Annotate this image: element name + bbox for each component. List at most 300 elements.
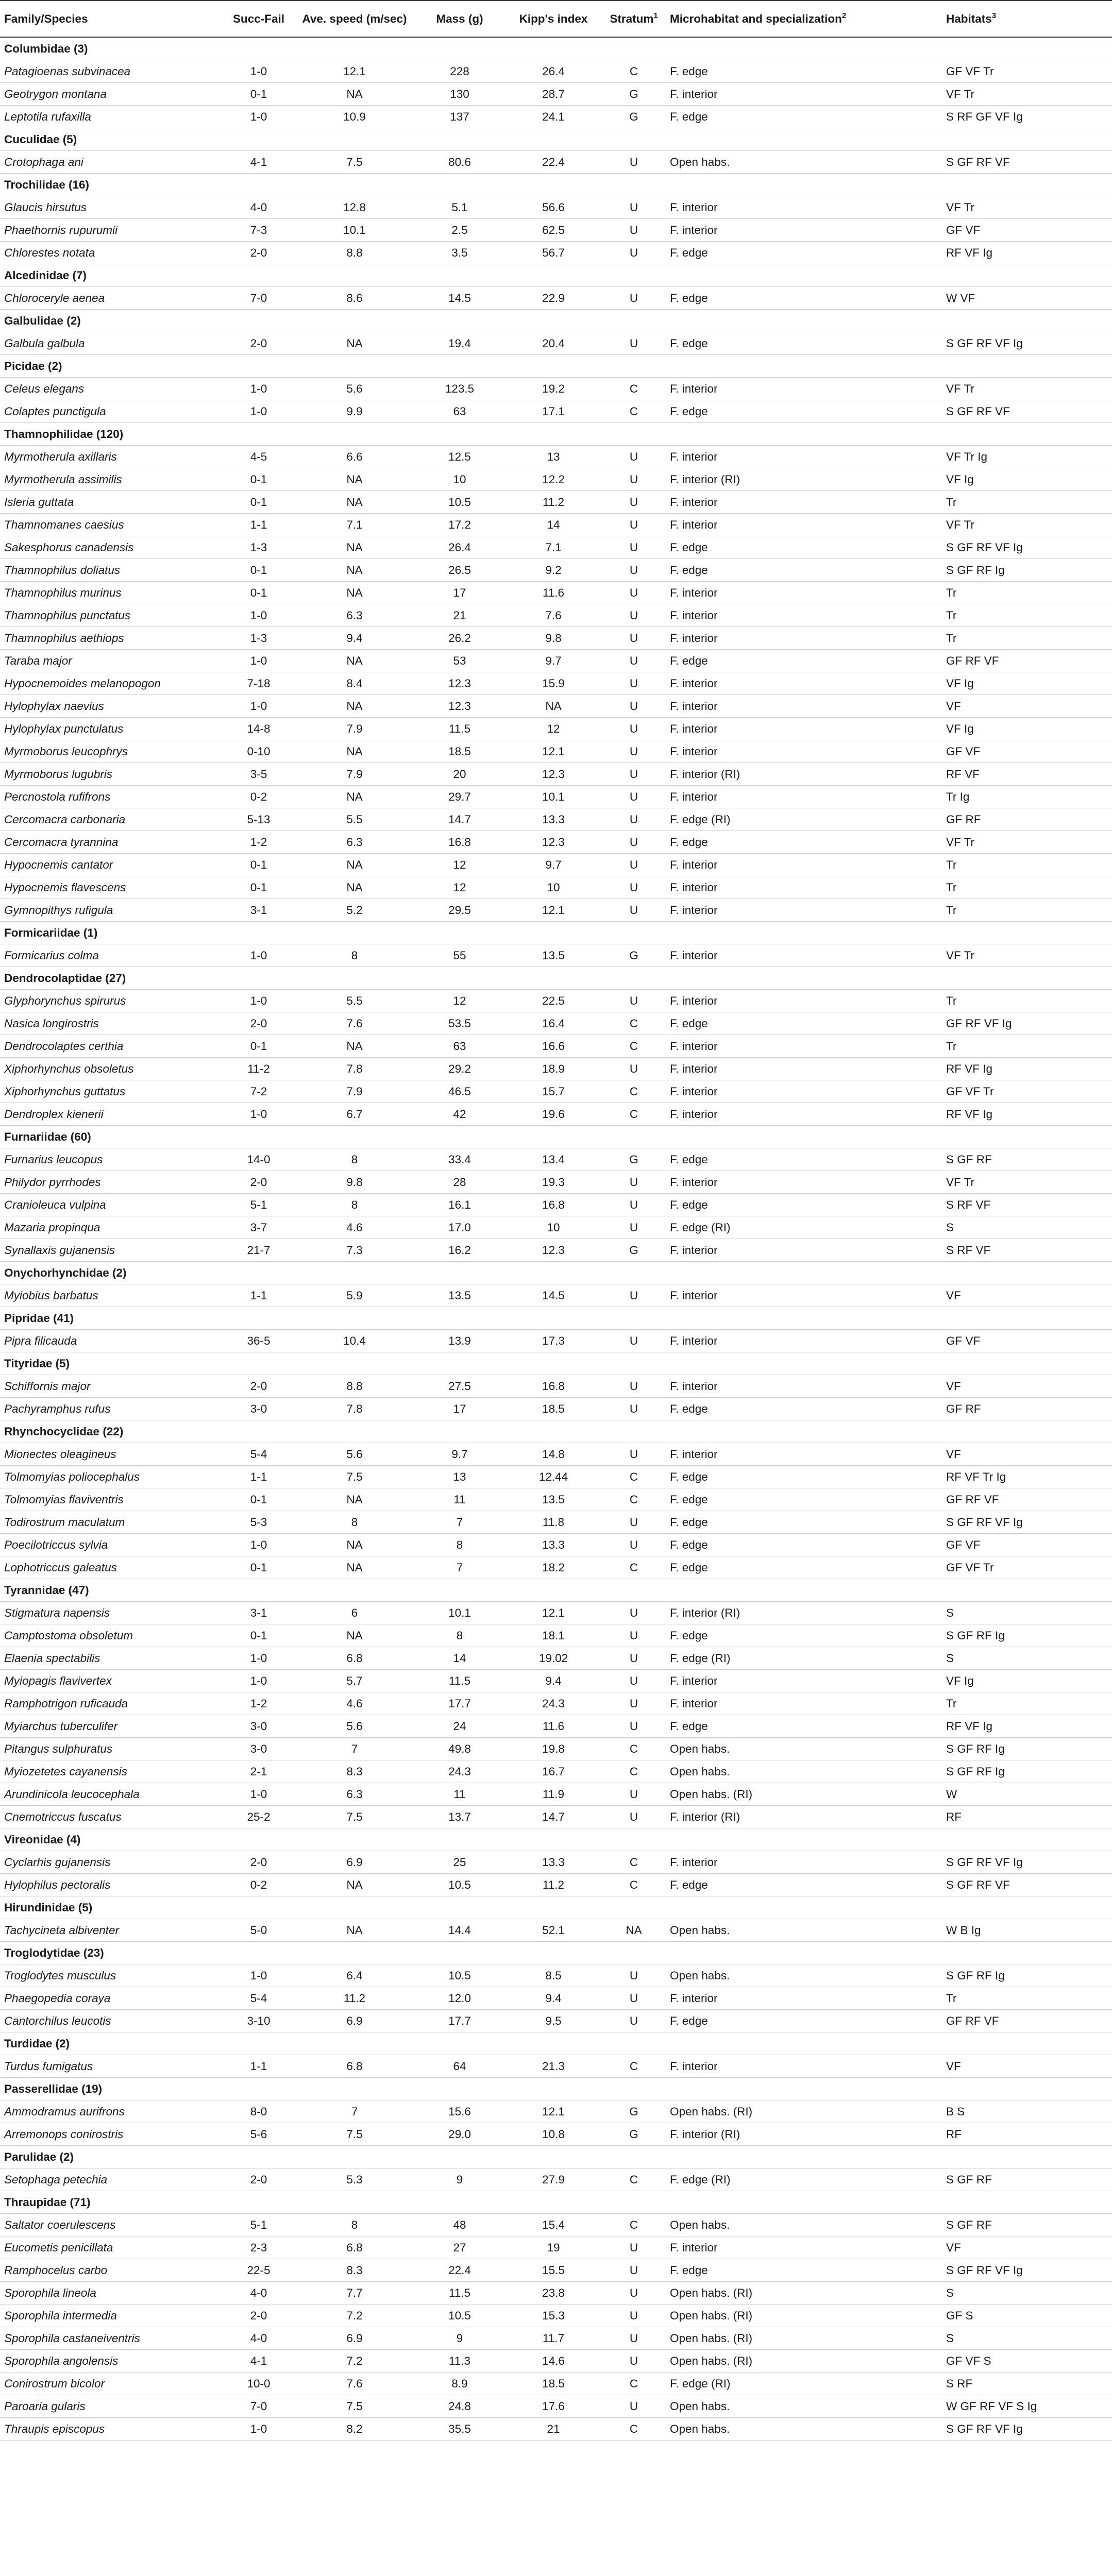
microhabitat-cell: F. interior <box>670 2060 718 2073</box>
microhabitat-cell: F. edge (RI) <box>670 2377 731 2390</box>
species-name: Hypocnemis cantator <box>4 858 113 871</box>
microhabitat-cell: Open habs. (RI) <box>670 2309 753 2322</box>
speed-cell: 6.8 <box>346 1652 363 1665</box>
succ-fail-cell: 2-1 <box>250 1765 267 1778</box>
kipp-cell: 23.8 <box>542 2286 565 2299</box>
habitats-cell: S GF RF VF Ig <box>946 2264 1023 2277</box>
mass-cell: 8.9 <box>451 2377 468 2390</box>
speed-cell: 6.9 <box>346 2332 363 2345</box>
habitats-cell: S GF RF VF <box>946 1878 1010 1891</box>
kipp-cell: 9.5 <box>545 2014 562 2027</box>
kipp-cell: 12.44 <box>538 1470 568 1483</box>
family-row <box>0 1262 1112 1284</box>
stratum-cell: U <box>629 2332 638 2345</box>
species-name: Hylophylax naevius <box>4 700 104 713</box>
family-name: Thraupidae (71) <box>4 2196 91 2209</box>
mass-cell: 24.3 <box>448 1765 471 1778</box>
speed-cell: NA <box>346 1493 363 1506</box>
habitats-cell: S GF RF Ig <box>946 564 1005 577</box>
mass-cell: 11.5 <box>448 1674 471 1687</box>
habitats-cell: S <box>946 2332 954 2345</box>
succ-fail-cell: 2-0 <box>250 1017 267 1030</box>
species-row <box>0 1375 1112 1398</box>
mass-cell: 16.8 <box>448 836 471 849</box>
microhabitat-cell: F. interior <box>670 609 718 622</box>
species-name: Glyphorynchus spirurus <box>4 994 126 1007</box>
succ-fail-cell: 1-0 <box>250 654 267 667</box>
stratum-cell: C <box>629 2422 638 2435</box>
succ-fail-cell: 7-18 <box>247 677 271 690</box>
mass-cell: 130 <box>450 88 469 100</box>
microhabitat-cell: F. interior <box>670 904 718 917</box>
kipp-cell: 12.1 <box>542 904 565 917</box>
kipp-cell: 24.3 <box>542 1697 565 1710</box>
speed-cell: NA <box>346 586 363 599</box>
species-row <box>0 219 1112 242</box>
species-row <box>0 718 1112 740</box>
stratum-cell: C <box>629 65 638 78</box>
species-name: Thamnophilus punctatus <box>4 609 131 622</box>
habitats-cell: RF VF Tr Ig <box>946 1470 1006 1483</box>
species-name: Colaptes punctigula <box>4 405 106 418</box>
stratum-cell: C <box>629 1085 638 1098</box>
speed-cell: 7 <box>351 2105 358 2118</box>
header-family: Family/Species <box>0 1 223 37</box>
kipp-cell: 17.1 <box>542 405 565 418</box>
succ-fail-cell: 0-1 <box>250 88 267 100</box>
succ-fail-cell: 5-4 <box>250 1448 267 1461</box>
speed-cell: 8.2 <box>346 2422 363 2435</box>
species-name: Geotrygon montana <box>4 88 107 100</box>
stratum-cell: U <box>629 292 638 304</box>
species-name: Crotophaga ani <box>4 156 83 168</box>
habitats-cell: S GF RF VF <box>946 156 1010 168</box>
succ-fail-cell: 0-2 <box>250 1878 267 1891</box>
kipp-cell: 15.7 <box>542 1085 565 1098</box>
kipp-cell: 24.1 <box>542 110 565 123</box>
kipp-cell: 19.3 <box>542 1176 565 1189</box>
habitats-cell: VF Tr <box>946 382 974 395</box>
kipp-cell: 21.3 <box>542 2060 565 2073</box>
speed-cell: 8.8 <box>346 246 363 259</box>
mass-cell: 20 <box>453 768 466 781</box>
mass-cell: 16.1 <box>448 1198 471 1211</box>
mass-cell: 27 <box>453 2241 466 2254</box>
species-name: Elaenia spectabilis <box>4 1652 100 1665</box>
species-name: Arundinicola leucocephala <box>4 1788 140 1801</box>
microhabitat-cell: F. edge <box>670 1878 708 1891</box>
mass-cell: 11 <box>453 1493 466 1506</box>
succ-fail-cell: 2-0 <box>250 2173 267 2186</box>
species-name: Turdus fumigatus <box>4 2060 93 2073</box>
stratum-cell: U <box>629 2354 638 2367</box>
microhabitat-cell: F. edge (RI) <box>670 813 731 826</box>
stratum-cell: U <box>629 2400 638 2413</box>
kipp-cell: 19 <box>547 2241 560 2254</box>
species-name: Phaethornis rupurumii <box>4 224 118 236</box>
kipp-cell: 19.02 <box>538 1652 568 1665</box>
mass-cell: 123.5 <box>445 382 475 395</box>
speed-cell: 5.5 <box>346 994 363 1007</box>
species-row <box>0 536 1112 559</box>
succ-fail-cell: 1-0 <box>250 994 267 1007</box>
speed-cell: 7.9 <box>346 722 363 735</box>
table-body <box>0 37 1112 2441</box>
stratum-cell: U <box>629 541 638 554</box>
speed-cell: 6.4 <box>346 1969 363 1982</box>
speed-cell: 9.8 <box>346 1176 363 1189</box>
header-mass: Mass (g) <box>414 1 505 37</box>
microhabitat-cell: F. edge <box>670 246 708 259</box>
microhabitat-cell: F. interior <box>670 949 718 962</box>
microhabitat-cell: F. edge <box>670 1402 708 1415</box>
kipp-cell: 22.4 <box>542 156 565 168</box>
microhabitat-cell: F. interior <box>670 722 718 735</box>
speed-cell: 8.4 <box>346 677 363 690</box>
kipp-cell: 12.3 <box>542 768 565 781</box>
microhabitat-cell: F. interior <box>670 1289 718 1302</box>
species-row <box>0 196 1112 219</box>
stratum-cell: C <box>629 2173 638 2186</box>
kipp-cell: 12.3 <box>542 1244 565 1257</box>
succ-fail-cell: 1-0 <box>250 2422 267 2435</box>
speed-cell: 6.7 <box>346 1108 363 1121</box>
stratum-cell: C <box>629 1470 638 1483</box>
habitats-cell: S <box>946 1221 954 1234</box>
species-name: Dendrocolaptes certhia <box>4 1040 124 1053</box>
habitats-cell: S RF <box>946 2377 973 2390</box>
microhabitat-cell: F. interior <box>670 224 718 236</box>
kipp-cell: 10 <box>547 1221 560 1234</box>
speed-cell: 5.9 <box>346 1289 363 1302</box>
kipp-cell: 12.3 <box>542 836 565 849</box>
species-row <box>0 1194 1112 1216</box>
succ-fail-cell: 0-1 <box>250 1493 267 1506</box>
mass-cell: 29.2 <box>448 1062 471 1075</box>
habitats-cell: GF RF VF Ig <box>946 1017 1012 1030</box>
microhabitat-cell: Open habs. <box>670 2422 730 2435</box>
header-row <box>0 1 1112 37</box>
stratum-cell: U <box>629 994 638 1007</box>
stratum-cell: U <box>629 496 638 509</box>
speed-cell: NA <box>346 654 363 667</box>
habitats-cell: Tr <box>946 881 957 894</box>
succ-fail-cell: 1-1 <box>250 1470 267 1483</box>
family-row <box>0 922 1112 944</box>
family-name: Formicariidae (1) <box>4 926 98 939</box>
speed-cell: 6.9 <box>346 1856 363 1869</box>
species-row <box>0 876 1112 899</box>
species-row <box>0 582 1112 604</box>
mass-cell: 14.4 <box>448 1924 471 1937</box>
speed-cell: NA <box>346 858 363 871</box>
species-name: Mionectes oleagineus <box>4 1448 116 1461</box>
family-row <box>0 2032 1112 2055</box>
species-row <box>0 2327 1112 2350</box>
habitats-cell: S <box>946 1606 954 1619</box>
habitats-cell: GF VF Tr <box>946 65 994 78</box>
stratum-cell: U <box>629 2014 638 2027</box>
stratum-cell: U <box>629 1969 638 1982</box>
species-row <box>0 1284 1112 1307</box>
habitats-cell: Tr <box>946 858 957 871</box>
kipp-cell: 15.3 <box>542 2309 565 2322</box>
species-row <box>0 1216 1112 1239</box>
header-speed: Ave. speed (m/sec) <box>295 1 414 37</box>
stratum-cell: C <box>629 1765 638 1778</box>
stratum-cell: G <box>629 949 638 962</box>
microhabitat-cell: F. edge <box>670 836 708 849</box>
kipp-cell: 12.1 <box>542 745 565 758</box>
stratum-cell: U <box>629 745 638 758</box>
habitats-cell: VF Tr Ig <box>946 450 988 463</box>
kipp-cell: 7.1 <box>545 541 562 554</box>
kipp-cell: 13.3 <box>542 813 565 826</box>
family-name: Pipridae (41) <box>4 1312 74 1325</box>
speed-cell: 6.3 <box>346 609 363 622</box>
species-row <box>0 1964 1112 1987</box>
family-name: Dendrocolaptidae (27) <box>4 972 126 985</box>
stratum-cell: U <box>629 1380 638 1393</box>
family-name: Hirundinidae (5) <box>4 1901 93 1914</box>
microhabitat-cell: F. interior <box>670 1062 718 1075</box>
stratum-cell: U <box>629 2264 638 2277</box>
kipp-cell: 13.4 <box>542 1153 565 1166</box>
kipp-cell: 9.8 <box>545 632 562 645</box>
succ-fail-cell: 4-0 <box>250 2286 267 2299</box>
mass-cell: 2.5 <box>451 224 468 236</box>
stratum-cell: G <box>629 88 638 100</box>
stratum-cell: C <box>629 1017 638 1030</box>
mass-cell: 17.0 <box>448 1221 471 1234</box>
speed-cell: 5.6 <box>346 1720 363 1733</box>
speed-cell: 11.2 <box>343 1992 366 2005</box>
species-row <box>0 1919 1112 1942</box>
succ-fail-cell: 2-0 <box>250 1380 267 1393</box>
habitats-cell: GF VF <box>946 745 981 758</box>
species-name: Ammodramus aurifrons <box>4 2105 125 2118</box>
mass-cell: 22.4 <box>448 2264 471 2277</box>
family-row <box>0 423 1112 446</box>
species-row <box>0 672 1112 695</box>
mass-cell: 10.5 <box>448 2309 471 2322</box>
microhabitat-cell: F. interior <box>670 1244 718 1257</box>
succ-fail-cell: 5-0 <box>250 1924 267 1937</box>
speed-cell: 6 <box>351 1606 358 1619</box>
stratum-cell: U <box>629 337 638 350</box>
family-row <box>0 2191 1112 2214</box>
species-name: Phaegopedia coraya <box>4 1992 111 2005</box>
species-name: Pachyramphus rufus <box>4 1402 111 1415</box>
habitats-cell: GF VF <box>946 1334 981 1347</box>
speed-cell: 7.5 <box>346 2128 363 2141</box>
microhabitat-cell: F. edge <box>670 1538 708 1551</box>
species-row <box>0 1058 1112 1080</box>
habitats-cell: S GF RF Ig <box>946 1765 1005 1778</box>
mass-cell: 9 <box>456 2332 463 2345</box>
family-row <box>0 1126 1112 1148</box>
succ-fail-cell: 2-0 <box>250 1176 267 1189</box>
microhabitat-cell: F. interior <box>670 1697 718 1710</box>
habitats-cell: Tr Ig <box>946 790 970 803</box>
microhabitat-cell: F. edge (RI) <box>670 2173 731 2186</box>
microhabitat-cell: F. interior (RI) <box>670 2128 740 2141</box>
speed-cell: 4.6 <box>346 1221 363 1234</box>
microhabitat-cell: F. edge <box>670 2264 708 2277</box>
species-name: Glaucis hirsutus <box>4 201 87 214</box>
mass-cell: 12.3 <box>448 700 471 713</box>
species-name: Thamnophilus doliatus <box>4 564 121 577</box>
speed-cell: NA <box>346 88 363 100</box>
microhabitat-cell: F. interior <box>670 1334 718 1347</box>
mass-cell: 27.5 <box>448 1380 471 1393</box>
succ-fail-cell: 1-0 <box>250 1108 267 1121</box>
habitats-cell: VF Tr <box>946 518 974 531</box>
stratum-cell: C <box>629 1108 638 1121</box>
microhabitat-cell: F. edge (RI) <box>670 1652 731 1665</box>
species-row <box>0 1443 1112 1466</box>
habitats-cell: S GF RF <box>946 2218 992 2231</box>
succ-fail-cell: 3-0 <box>250 1402 267 1415</box>
kipp-cell: 16.6 <box>542 1040 565 1053</box>
habitats-cell: Tr <box>946 1992 957 2005</box>
species-row <box>0 287 1112 310</box>
species-row <box>0 1080 1112 1103</box>
species-row <box>0 786 1112 808</box>
species-name: Sporophila castaneiventris <box>4 2332 140 2345</box>
mass-cell: 17 <box>453 1402 466 1415</box>
kipp-cell: 11.7 <box>542 2332 565 2345</box>
microhabitat-cell: F. edge <box>670 110 708 123</box>
mass-cell: 12.5 <box>448 450 471 463</box>
species-name: Mazaria propinqua <box>4 1221 100 1234</box>
mass-cell: 14 <box>453 1652 466 1665</box>
mass-cell: 7 <box>456 1561 463 1574</box>
species-row <box>0 2123 1112 2146</box>
species-name: Hypocnemis flavescens <box>4 881 126 894</box>
succ-fail-cell: 1-1 <box>250 518 267 531</box>
mass-cell: 24.8 <box>448 2400 471 2413</box>
microhabitat-cell: F. interior <box>670 1448 718 1461</box>
kipp-cell: 14 <box>547 518 560 531</box>
species-name: Paroaria gularis <box>4 2400 86 2413</box>
habitats-cell: VF <box>946 1289 961 1302</box>
family-name: Thamnophilidae (120) <box>4 428 124 440</box>
mass-cell: 13.9 <box>448 1334 471 1347</box>
speed-cell: 8 <box>351 949 358 962</box>
microhabitat-cell: Open habs. <box>670 1924 730 1937</box>
habitats-cell: Tr <box>946 1697 957 1710</box>
kipp-cell: 11.2 <box>542 496 565 509</box>
stratum-cell: U <box>629 1289 638 1302</box>
microhabitat-cell: Open habs. (RI) <box>670 2354 753 2367</box>
species-row <box>0 559 1112 582</box>
habitats-cell: GF RF VF <box>946 2014 999 2027</box>
stratum-cell: U <box>629 1448 638 1461</box>
stratum-cell: U <box>629 2309 638 2322</box>
stratum-cell: U <box>629 201 638 214</box>
species-name: Percnostola rufifrons <box>4 790 111 803</box>
mass-cell: 12 <box>453 858 466 871</box>
mass-cell: 10.5 <box>448 1969 471 1982</box>
species-name: Myrmoborus lugubris <box>4 768 113 781</box>
stratum-cell: U <box>629 1992 638 2005</box>
habitats-cell: GF VF <box>946 1538 981 1551</box>
stratum-cell: C <box>629 405 638 418</box>
speed-cell: 8.3 <box>346 1765 363 1778</box>
species-name: Ramphocelus carbo <box>4 2264 108 2277</box>
stratum-cell: G <box>629 1244 638 1257</box>
species-name: Galbula galbula <box>4 337 85 350</box>
kipp-cell: 27.9 <box>542 2173 565 2186</box>
microhabitat-cell: F. interior <box>670 677 718 690</box>
succ-fail-cell: 2-0 <box>250 1856 267 1869</box>
stratum-cell: U <box>629 473 638 486</box>
habitats-cell: VF Tr <box>946 949 974 962</box>
species-name: Thamnophilus murinus <box>4 586 122 599</box>
microhabitat-cell: F. edge (RI) <box>670 1221 731 1234</box>
mass-cell: 12.3 <box>448 677 471 690</box>
habitats-cell: Tr <box>946 1040 957 1053</box>
habitats-cell: RF VF Ig <box>946 1062 993 1075</box>
succ-fail-cell: 0-10 <box>247 745 271 758</box>
mass-cell: 14.5 <box>448 292 471 304</box>
stratum-cell: C <box>629 2218 638 2231</box>
family-row <box>0 1896 1112 1919</box>
species-name: Todirostrum maculatum <box>4 1516 125 1529</box>
succ-fail-cell: 5-1 <box>250 2218 267 2231</box>
mass-cell: 3.5 <box>451 246 468 259</box>
species-name: Leptotila rufaxilla <box>4 110 91 123</box>
mass-cell: 7 <box>456 1516 463 1529</box>
kipp-cell: 18.1 <box>542 1629 565 1642</box>
family-row <box>0 174 1112 196</box>
species-name: Cercomacra carbonaria <box>4 813 126 826</box>
kipp-cell: 18.5 <box>542 1402 565 1415</box>
succ-fail-cell: 7-0 <box>250 2400 267 2413</box>
microhabitat-cell: F. edge <box>670 1493 708 1506</box>
kipp-cell: 11.6 <box>542 1720 565 1733</box>
species-name: Philydor pyrrhodes <box>4 1176 101 1189</box>
kipp-cell: 9.7 <box>545 654 562 667</box>
microhabitat-cell: F. interior <box>670 2241 718 2254</box>
speed-cell: NA <box>346 881 363 894</box>
habitats-cell: RF VF Ig <box>946 246 993 259</box>
mass-cell: 9.7 <box>451 1448 468 1461</box>
species-name: Myrmotherula axillaris <box>4 450 117 463</box>
succ-fail-cell: 0-1 <box>250 858 267 871</box>
succ-fail-cell: 1-3 <box>250 632 267 645</box>
succ-fail-cell: 7-2 <box>250 1085 267 1098</box>
kipp-cell: 15.4 <box>542 2218 565 2231</box>
species-name: Pipra filicauda <box>4 1334 77 1347</box>
mass-cell: 18.5 <box>448 745 471 758</box>
species-name: Myiarchus tuberculifer <box>4 1720 118 1733</box>
mass-cell: 137 <box>450 110 469 123</box>
species-name: Eucometis penicillata <box>4 2241 113 2254</box>
stratum-cell: G <box>629 2105 638 2118</box>
mass-cell: 53 <box>453 654 466 667</box>
succ-fail-cell: 3-5 <box>250 768 267 781</box>
species-name: Furnarius leucopus <box>4 1153 103 1166</box>
kipp-cell: 14.8 <box>542 1448 565 1461</box>
mass-cell: 8 <box>456 1538 463 1551</box>
succ-fail-cell: 0-1 <box>250 564 267 577</box>
kipp-cell: 17.6 <box>542 2400 565 2413</box>
speed-cell: 7.1 <box>346 518 363 531</box>
kipp-cell: 16.8 <box>542 1198 565 1211</box>
speed-cell: 7.9 <box>346 1085 363 1098</box>
